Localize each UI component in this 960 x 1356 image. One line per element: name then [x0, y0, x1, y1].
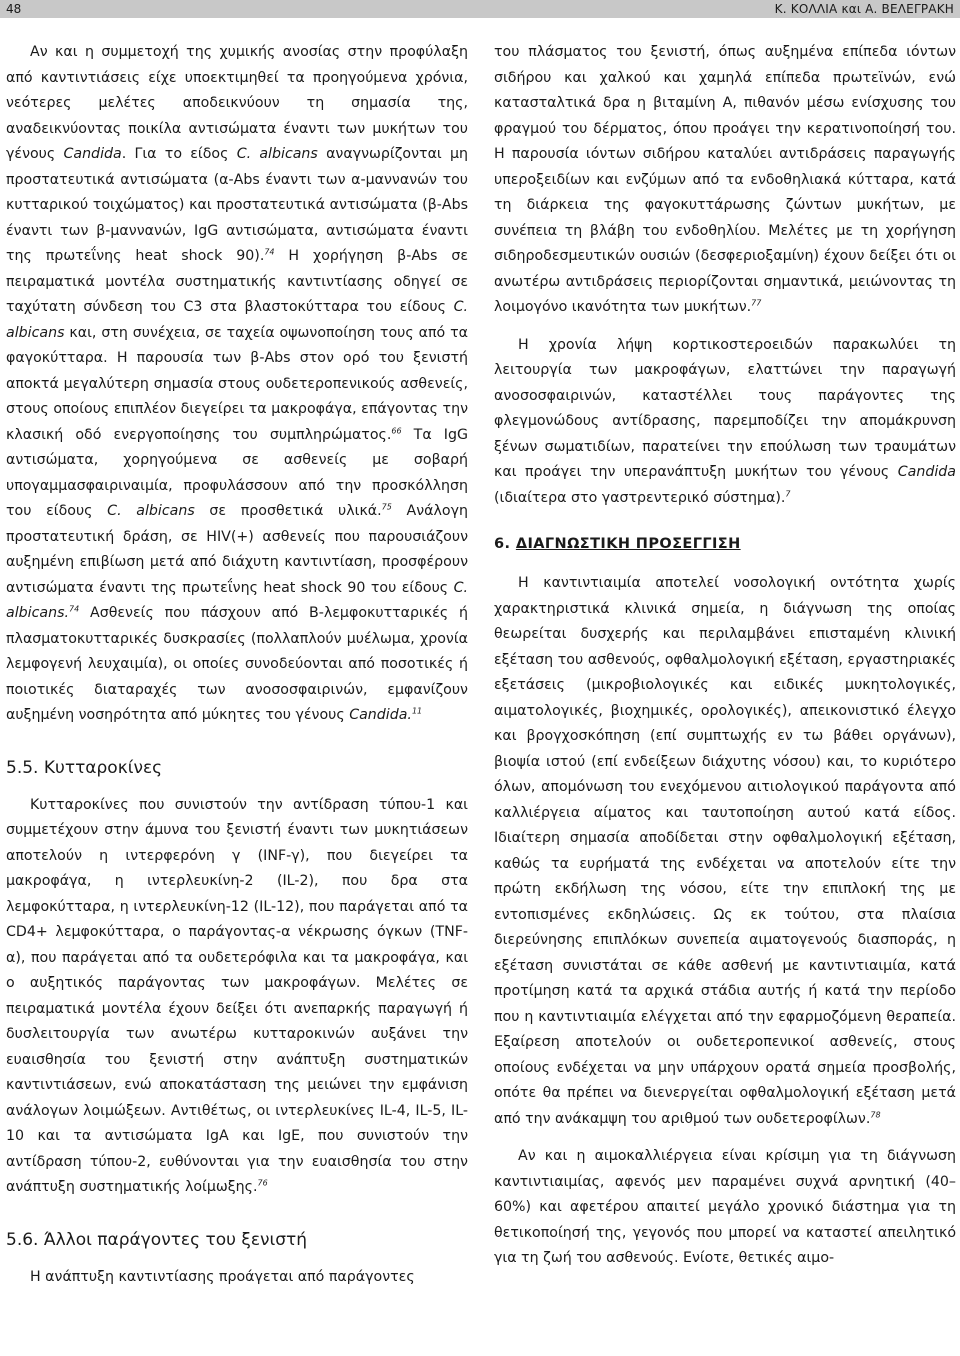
paragraph-cytokines: Κυτταροκίνες που συνιστούν την αντίδραση τύπου-1 και συμμετέχουν στην άμυνα του ξενιστή έναντι των μυκητιάσεων αποτελούν η ιντερφερόνη γ (INF-γ), που διεγείρει τα μακροφάγα, η ιντερλευκίνη-2 (IL-2), που δρα στα λεμφοκύτταρα, η ιντερλευκίνη-12 (IL-12), που παράγεται από τα CD4+ λεμφοκύτταρα, ο παράγοντας-α νέκρωσης όγκων (TNF-α), που παράγεται από τα ουδετερόφιλα και τα μακροφάγα, και ο αυξητικός παράγοντας των μακροφάγων. Μελέτες σε πειραματικά μοντέλα έχουν δείξει ότι ανεπαρκής παραγωγή ή δυσλειτουργία των ανωτέρω κυτταροκινών αυξάνει την ευαισθησία του ξενιστή στην ανάπτυξη συστηματικών καντιντιάσεων, ενώ αποκατάσταση της μειώνει την εμφάνιση ανάλογων λοιμώξεων. Αντιθέτως, οι ιντερλευκίνες IL-4, IL-5, IL-10 και τα αντισώματα IgA και IgE, που συνιστούν την αντίδραση τύπου-2, ευθύνονται για την ευαισθησία του στην ανάπτυξη συστηματικής λοίμωξης.$^{76}$ — [6, 796, 468, 1195]
left-column — [6, 40, 468, 1302]
section-heading-cytokines: 5.5. Κυτταροκίνες — [6, 757, 163, 778]
section-heading-diagnosis: 6. ΔΙΑΓΝΩΣΤΙΚΗ ΠΡΟΣΕΓΓΙΣΗ — [494, 536, 741, 552]
section-heading-other-host-factors: 5.6. Άλλοι παράγοντες του ξενιστή — [6, 1229, 308, 1250]
paragraph-plasma-factors: του πλάσματος του ξενιστή, όπως αυξημένα επίπεδα ιόντων σιδήρου και χαλκού και χαμηλά επίπεδα πρωτεϊνών, ενώ κατασταλτικά δρα η βιταμίνη Α, πιθανόν μέσω ενίσχυσης του φραγμού του δέρματος, όπου προάγει την κερατινοποίησή του. Η παρουσία ιόντων σιδήρου καταλύει αντιδράσεις παραγωγής υπεροξειδίων και ενζύμων από τα ενδοθηλιακά κύτταρα, κατά τη διάρκεια της φαγοκυττάρωσης ζώντων μυκήτων, με συνέπεια τη βλάβη του ενδοθηλίου. Μελέτες με τη χορήγηση σιδηροδεσμευτικών ουσιών (δεσφεριοξαμίνη) έχουν δείξει ότι οι ανωτέρω αντιδράσεις περιορίζονται σημαντικά, μειώνοντας τη λοιμογόνο ικανότητα των μυκήτων.$^{77}$ — [494, 44, 956, 315]
paragraph-other-factors-start: Η ανάπτυξη καντιντίασης προάγεται από παράγοντες — [30, 1268, 415, 1285]
running-head-authors: Κ. ΚΟΛΛΙΑ και Α. ΒΕΛΕΓΡΑΚΗ — [774, 2, 954, 16]
running-header — [0, 0, 960, 18]
right-column — [494, 40, 956, 1284]
page-number: 48 — [6, 2, 22, 16]
paragraph-corticosteroids: Η χρονία λήψη κορτικοστεροειδών παρακωλύει τη λειτουργία των μακροφάγων, ελαττώνει την παραγωγή ανοσοσφαιρινών, καταστέλλει τους παράγοντες της φλεγμονώδους αντίδρασης, παρεμποδίζει την απομάκρυνση ξένων σωματιδίων, παρατείνει την επούλωση των τραυμάτων και προάγει την υπερανάπτυξη μυκήτων του γένους Candida (ιδιαίτερα στο γαστρεντερικό σύστημα).$^7$ — [494, 336, 956, 506]
paragraph-blood-culture: Αν και η αιμοκαλλιέργεια είναι κρίσιμη για τη διάγνωση καντιντιαιμίας, αφενός μεν παραμένει συχνά αρνητική (40–60%) και αφετέρου απαιτεί μεγάλο χρονικό διάστημα για τη θετικοποίησή της, γεγονός που μπορεί να καταστεί απειλητικό για τη ζωή του ασθενούς. Ενίοτε, θετικές αιμο- — [494, 1148, 956, 1266]
paragraph-diagnosis: Η καντιντιαιμία αποτελεί νοσολογική οντότητα χωρίς χαρακτηριστικά κλινικά σημεία, η διάγνωση της οποίας θεωρείται δυσχερής και περιλαμβάνει επισταμένη κλινική εξέταση του ασθενούς, οφθαλμολογική εξέταση, εργαστηριακές εξετάσεις (μικροβιολογικές και ειδικές μυκητολογικές, αιματολογικές, βιοχημικές, ορολογικές), απεικονιστικό έλεγχο και βρογχοσκόπηση (επί συμπτωχής εν τω βάθει οργάνων), βιοψία ιστού (επί ενδείξεων διάχυτης νόσου) και, το κυριότερο όλων, απομόνωση του ενεχόμενου αιτιολογικού παράγοντα από καλλιέργεια αίματος και ταυτοποίηση αυτού κατά είδος. Ιδιαίτερη σημασία αποδίδεται στην οφθαλμολογική εξέταση, καθώς τα ευρήματά της ενδέχεται να αποτελούν είτε την πρώτη εκδήλωση της νόσου, είτε την επιπλοκή της με εντοπισμένες εκδηλώσεις. Ως εκ τούτου, στα πλαίσια διερεύνησης επιπλόκων συνεπεία αιματογενούς διασποράς, η εξέταση συνιστάται σε κάθε ασθενή με καντιντιαιμία, κατά προτίμηση κατά τα αρχικά στάδια αυτής ή κατά την περίοδο που η καντιντιαιμία ελέγχεται από την εφαρμοζόμενη θεραπεία. Εξαίρεση αποτελούν οι ουδετεροπενικοί ασθενείς, στους οποίους ενδέχεται να μην υπάρχουν ορατά σημεία προσβολής, οπότε θα πρέπει να διενεργείται οφθαλμολογική εξέταση μετά από την ανάκαμψη του αριθμού των ουδετεροφίλων.$^{78}$ — [494, 575, 956, 1127]
paragraph-humoral-immunity: Αν και η συμμετοχή της χυμικής ανοσίας στην προφύλαξη από καντιντιάσεις είχε υποεκτιμηθεί τα προηγούμενα χρόνια, νεότερες μελέτες αποδεικνύουν τη σημασία της, αναδεικνύοντας ποικίλα αντισώματα έναντι των μυκήτων του γένους Candida. Για το είδος C. albicans αναγνωρίζονται μη προστατευτικά αντισώματα (α-Abs έναντι των α-μαννανών του κυτταρικού τοιχώματος) και προστατευτικά αντισώματα (β-Abs έναντι των β-μαννανών, IgG αντισώματα, αντισώματα έναντι της πρωτεΐνης heat shock 90).$^{74}$ Η χορήγηση β-Abs σε πειραματικά μοντέλα συστηματικής καντιντίασης οδηγεί σε ταχύτατη σύνδεση του C3 στα βλαστοκύτταρα του είδους C. albicans και, στη συνέχεια, σε ταχεία οψωνοποίηση τους από τα φαγοκύτταρα. Η παρουσία των β-Abs στον ορό του ξενιστή αποκτά μεγαλύτερη σημασία στους ουδετεροπενικούς ασθενείς, στους οποίους επιπλέον διεγείρει τα μακροφάγα, επάγοντας την κλασική οδό ενεργοποίησης του συμπληρώματος.$^{66}$ Τα IgG αντισώματα, χορηγούμενα σε ασθενείς με σοβαρή υπογαμμασφαιριναιμία, προφυλάσσουν από την προσκόλληση του είδους C. albicans σε προσθετικά υλικά.$^{75}$ Ανάλογη προστατευτική δράση, σε HIV(+) ασθενείς που παρουσιάζουν αυξημένη επιβίωση μετά από διάχυτη καντιντίαση, προσφέρουν αντισώματα έναντι της πρωτεΐνης heat shock 90 του είδους C. albicans.$^{74}$ Ασθενείς που πάσχουν από Β-λεμφοκυτταρικές ή πλασματοκυτταρικές δυσκρασίες (πολλαπλούν μυέλωμα, χρονία λεμφογενή λευχαιμία), οι οποίες συνοδεύονται από ποσοτικές ή ποιοτικές διαταραχές των ανοσοσφαιρινών, εμφανίζουν αυξημένη νοσηρότητα από μύκητες του γένους Candida.$^{11}$ — [6, 44, 469, 723]
